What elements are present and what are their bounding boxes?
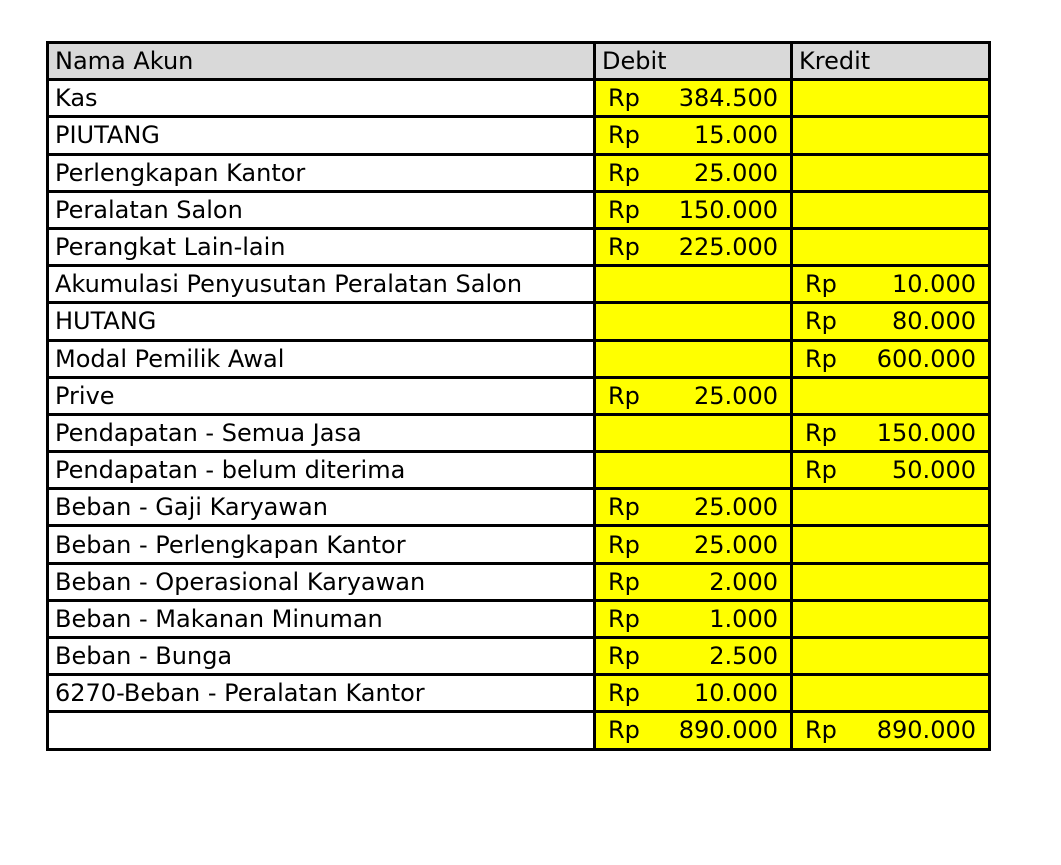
currency-symbol: Rp <box>608 567 640 596</box>
debit-amount <box>596 267 790 301</box>
total-debit-value: 890.000 <box>678 716 778 745</box>
debit-cell <box>595 452 792 489</box>
debit-amount <box>596 416 790 450</box>
account-name: HUTANG <box>48 303 595 340</box>
currency-symbol: Rp <box>608 493 640 522</box>
debit-value: 25.000 <box>694 493 778 522</box>
account-name: Beban - Bunga <box>48 638 595 675</box>
kredit-amount <box>793 267 988 301</box>
header-nama-akun: Nama Akun <box>48 43 595 80</box>
debit-cell <box>595 414 792 451</box>
kredit-amount <box>793 453 988 487</box>
ledger-body <box>48 80 990 749</box>
debit-cell <box>595 638 792 675</box>
kredit-value: 600.000 <box>876 344 976 373</box>
table-row <box>48 266 990 303</box>
debit-cell <box>595 154 792 191</box>
debit-amount <box>596 639 790 673</box>
account-name: Modal Pemilik Awal <box>48 340 595 377</box>
debit-value: 150.000 <box>678 195 778 224</box>
debit-cell <box>595 191 792 228</box>
debit-amount <box>596 81 790 115</box>
debit-value: 2.000 <box>709 567 778 596</box>
debit-amount <box>596 230 790 264</box>
debit-cell <box>595 117 792 154</box>
debit-value: 25.000 <box>694 158 778 187</box>
kredit-cell <box>792 638 990 675</box>
kredit-cell <box>792 675 990 712</box>
kredit-value: 80.000 <box>892 307 976 336</box>
kredit-cell <box>792 340 990 377</box>
kredit-cell <box>792 600 990 637</box>
currency-symbol: Rp <box>805 344 837 373</box>
account-name: Akumulasi Penyusutan Peralatan Salon <box>48 266 595 303</box>
debit-cell <box>595 489 792 526</box>
kredit-cell <box>792 563 990 600</box>
table-row <box>48 414 990 451</box>
debit-amount <box>596 602 790 636</box>
kredit-amount <box>793 193 988 227</box>
total-kredit-cell <box>792 712 990 749</box>
kredit-cell <box>792 191 990 228</box>
debit-amount <box>596 453 790 487</box>
debit-value: 384.500 <box>678 84 778 113</box>
currency-symbol: Rp <box>608 84 640 113</box>
currency-symbol: Rp <box>805 418 837 447</box>
total-debit-cell <box>595 712 792 749</box>
kredit-cell <box>792 117 990 154</box>
kredit-cell <box>792 526 990 563</box>
table-row <box>48 452 990 489</box>
kredit-amount <box>793 156 988 190</box>
debit-value: 2.500 <box>709 642 778 671</box>
table-row <box>48 600 990 637</box>
kredit-cell <box>792 228 990 265</box>
kredit-amount <box>793 118 988 152</box>
total-label <box>48 712 595 749</box>
debit-cell <box>595 266 792 303</box>
kredit-cell <box>792 303 990 340</box>
kredit-cell <box>792 80 990 117</box>
kredit-cell <box>792 377 990 414</box>
kredit-amount <box>793 304 988 338</box>
debit-value: 1.000 <box>709 604 778 633</box>
kredit-cell <box>792 154 990 191</box>
kredit-cell <box>792 266 990 303</box>
debit-amount <box>596 379 790 413</box>
kredit-amount <box>793 528 988 562</box>
header-kredit: Kredit <box>792 43 990 80</box>
currency-symbol: Rp <box>805 716 837 745</box>
account-name: Beban - Perlengkapan Kantor <box>48 526 595 563</box>
currency-symbol: Rp <box>608 716 640 745</box>
currency-symbol: Rp <box>608 158 640 187</box>
debit-cell <box>595 563 792 600</box>
account-name: PIUTANG <box>48 117 595 154</box>
debit-amount <box>596 528 790 562</box>
debit-cell <box>595 228 792 265</box>
table-row <box>48 526 990 563</box>
debit-value: 25.000 <box>694 530 778 559</box>
kredit-amount <box>793 565 988 599</box>
kredit-amount <box>793 81 988 115</box>
kredit-amount <box>793 639 988 673</box>
table-row <box>48 675 990 712</box>
account-name: Perlengkapan Kantor <box>48 154 595 191</box>
header-debit: Debit <box>595 43 792 80</box>
kredit-amount <box>793 342 988 376</box>
kredit-cell <box>792 452 990 489</box>
table-row <box>48 377 990 414</box>
kredit-amount <box>793 490 988 524</box>
currency-symbol: Rp <box>608 642 640 671</box>
account-name: Kas <box>48 80 595 117</box>
kredit-amount <box>793 416 988 450</box>
kredit-amount <box>793 379 988 413</box>
kredit-amount <box>793 230 988 264</box>
debit-cell <box>595 340 792 377</box>
total-debit-amount <box>596 713 790 747</box>
currency-symbol: Rp <box>608 233 640 262</box>
kredit-cell <box>792 489 990 526</box>
debit-value: 25.000 <box>694 381 778 410</box>
account-name: Beban - Gaji Karyawan <box>48 489 595 526</box>
kredit-amount <box>793 676 988 710</box>
kredit-value: 50.000 <box>892 456 976 485</box>
debit-cell <box>595 377 792 414</box>
table-row <box>48 191 990 228</box>
debit-amount <box>596 342 790 376</box>
kredit-cell <box>792 414 990 451</box>
debit-value: 225.000 <box>678 233 778 262</box>
currency-symbol: Rp <box>608 121 640 150</box>
account-name: Peralatan Salon <box>48 191 595 228</box>
total-kredit-value: 890.000 <box>876 716 976 745</box>
currency-symbol: Rp <box>608 381 640 410</box>
account-name: Pendapatan - Semua Jasa <box>48 414 595 451</box>
debit-amount <box>596 118 790 152</box>
total-kredit-amount <box>793 713 988 747</box>
debit-cell <box>595 600 792 637</box>
trial-balance-table <box>46 41 991 751</box>
debit-amount <box>596 304 790 338</box>
account-name: Beban - Operasional Karyawan <box>48 563 595 600</box>
account-name: Beban - Makanan Minuman <box>48 600 595 637</box>
debit-amount <box>596 193 790 227</box>
debit-amount <box>596 565 790 599</box>
table-row <box>48 117 990 154</box>
table-row <box>48 303 990 340</box>
currency-symbol: Rp <box>608 604 640 633</box>
debit-amount <box>596 676 790 710</box>
table-row <box>48 80 990 117</box>
table-row <box>48 638 990 675</box>
kredit-amount <box>793 602 988 636</box>
table-row <box>48 154 990 191</box>
account-name: Prive <box>48 377 595 414</box>
currency-symbol: Rp <box>608 195 640 224</box>
account-name: Pendapatan - belum diterima <box>48 452 595 489</box>
currency-symbol: Rp <box>608 679 640 708</box>
account-name: 6270-Beban - Peralatan Kantor <box>48 675 595 712</box>
table-row <box>48 489 990 526</box>
debit-amount <box>596 490 790 524</box>
account-name: Perangkat Lain-lain <box>48 228 595 265</box>
currency-symbol: Rp <box>608 530 640 559</box>
table-row <box>48 228 990 265</box>
debit-value: 15.000 <box>694 121 778 150</box>
debit-cell <box>595 675 792 712</box>
debit-cell <box>595 80 792 117</box>
debit-amount <box>596 156 790 190</box>
kredit-value: 10.000 <box>892 270 976 299</box>
header-row <box>48 43 990 80</box>
table-row <box>48 563 990 600</box>
debit-cell <box>595 303 792 340</box>
currency-symbol: Rp <box>805 456 837 485</box>
currency-symbol: Rp <box>805 307 837 336</box>
debit-cell <box>595 526 792 563</box>
kredit-value: 150.000 <box>876 418 976 447</box>
debit-value: 10.000 <box>694 679 778 708</box>
currency-symbol: Rp <box>805 270 837 299</box>
total-row <box>48 712 990 749</box>
table-row <box>48 340 990 377</box>
